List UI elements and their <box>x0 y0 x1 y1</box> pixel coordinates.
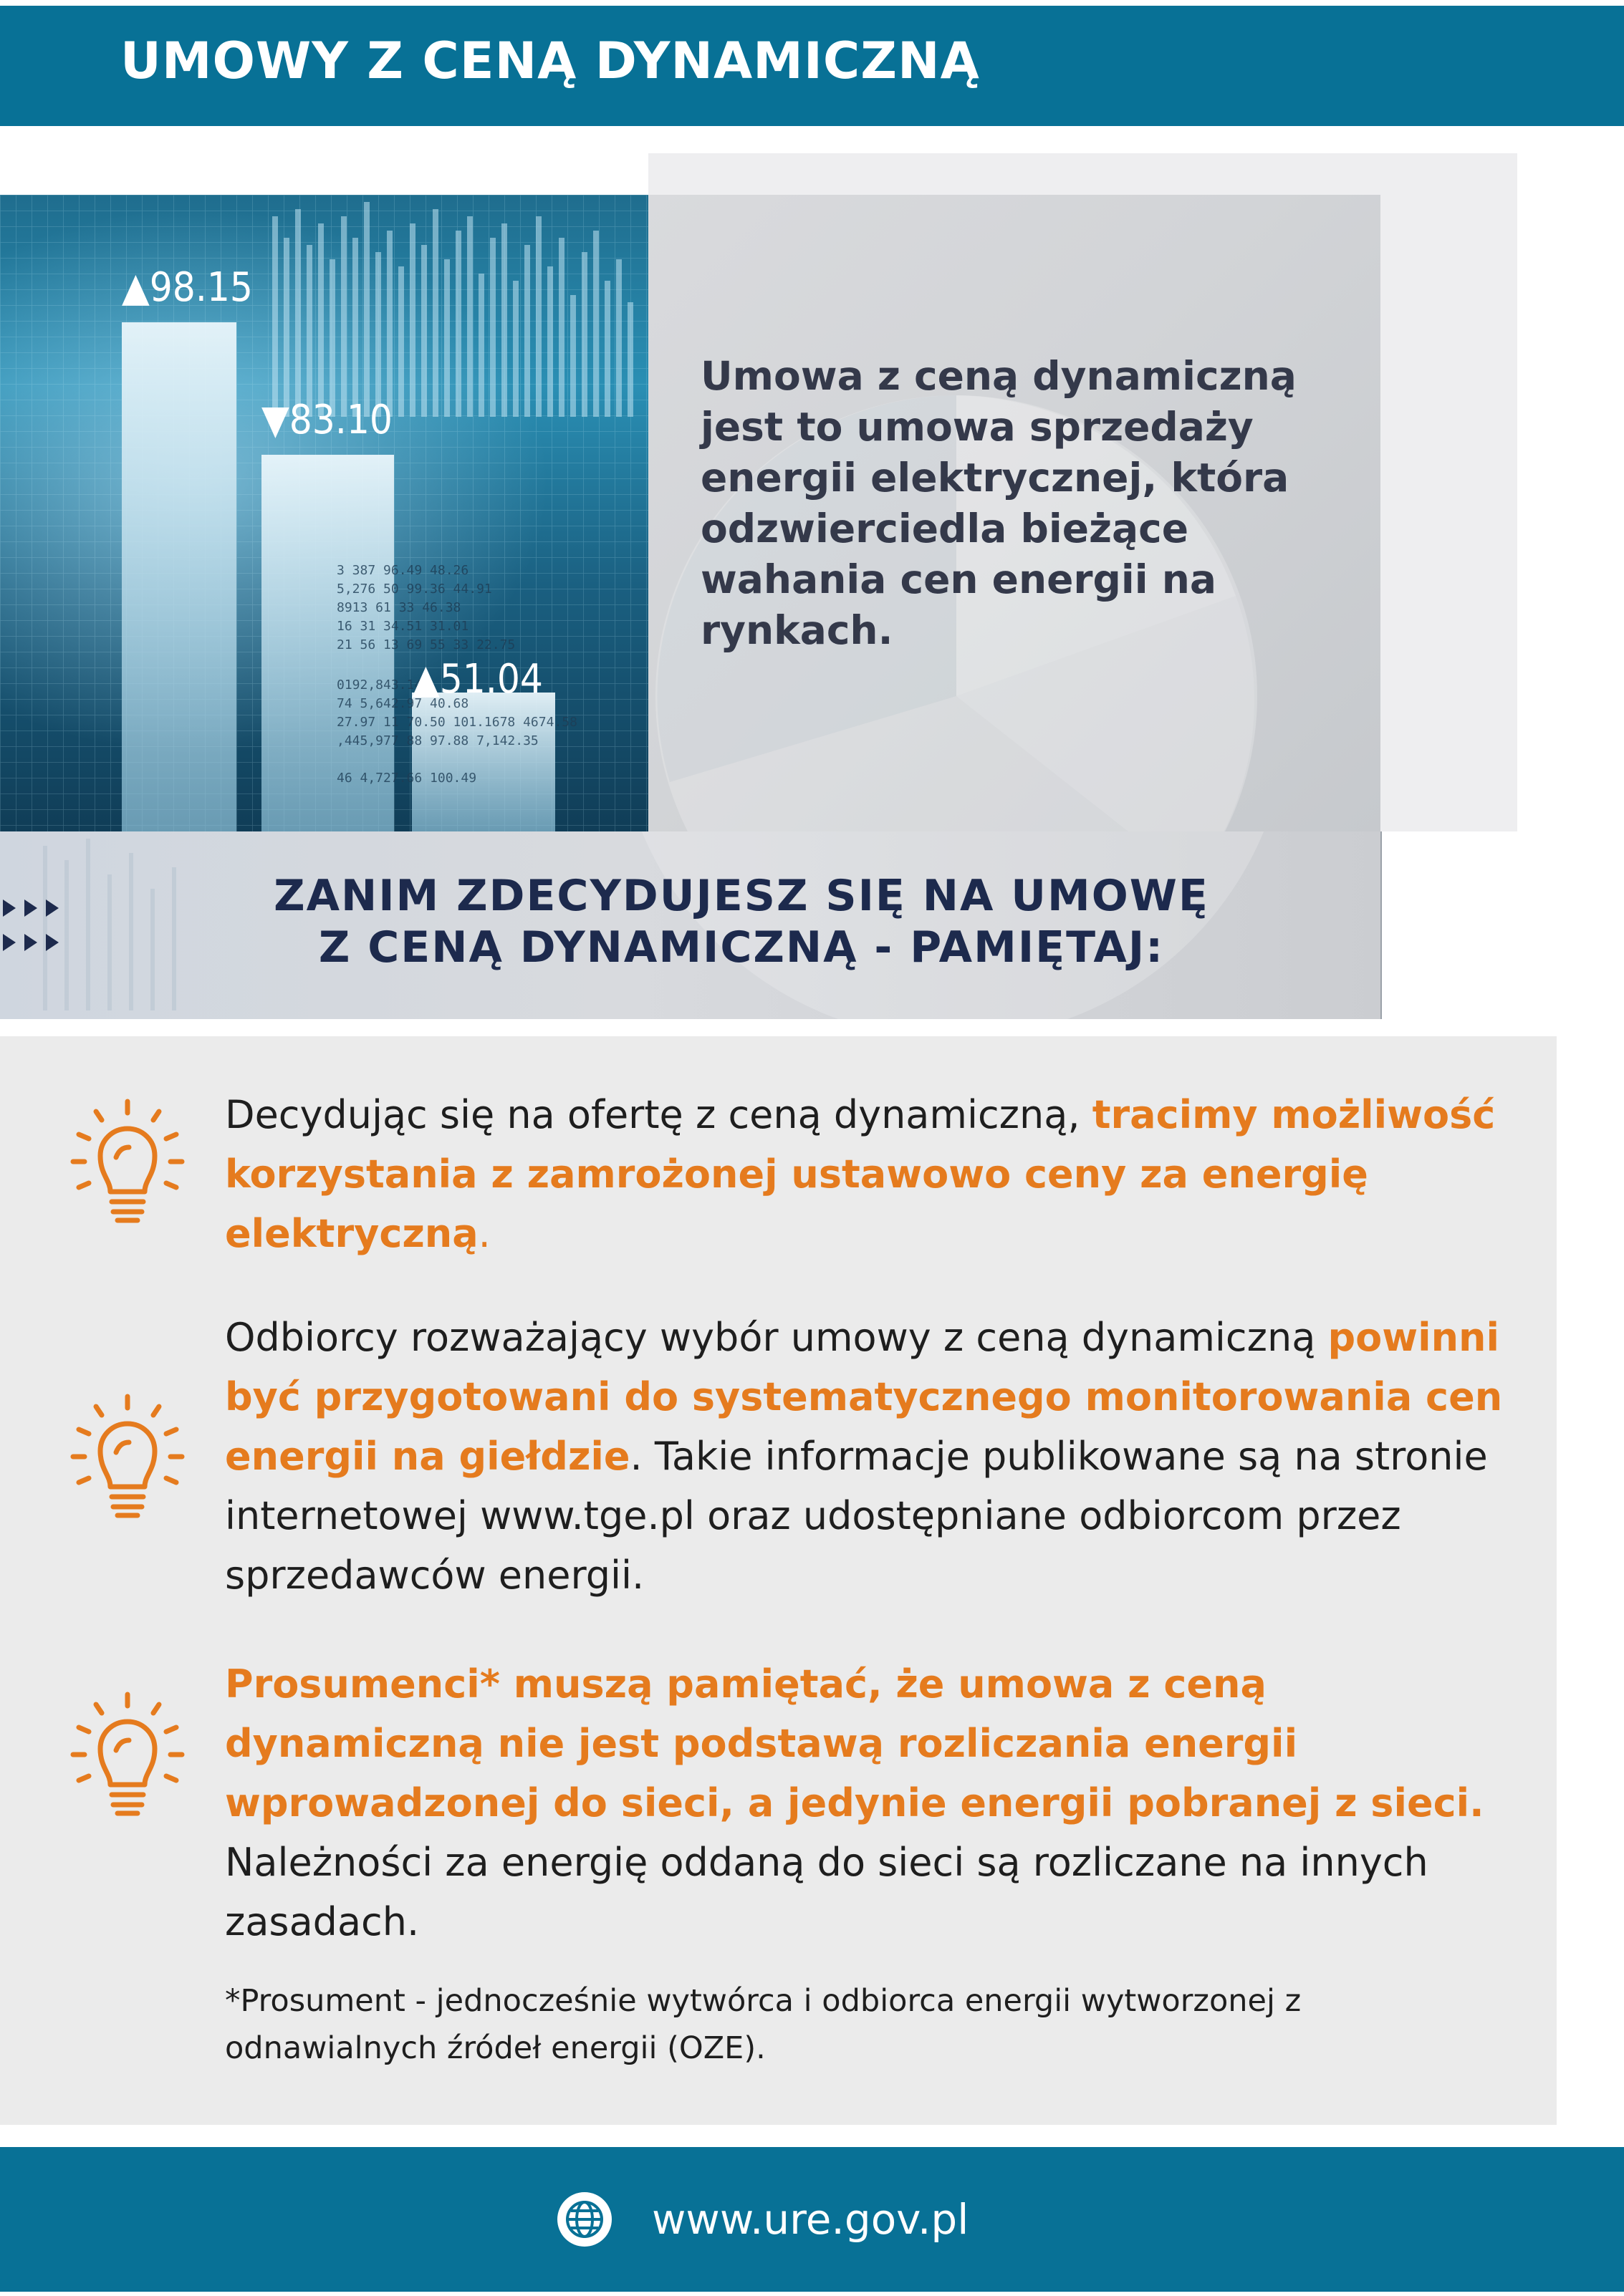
svg-text:3 387 96.49 48.26: 3 387 96.49 48.26 <box>337 563 469 578</box>
website-link[interactable]: www.ure.gov.pl <box>652 2195 969 2244</box>
reminder-point <box>225 1308 1529 1605</box>
stock-market-image <box>0 195 648 831</box>
reminder-point <box>225 1085 1529 1263</box>
chart-label: ▲98.15 <box>122 264 253 311</box>
globe-icon <box>557 2191 612 2247</box>
reminder-point <box>225 1654 1529 1952</box>
svg-text:46 4,727.66 100.49: 46 4,727.66 100.49 <box>337 771 477 786</box>
svg-text:16 31 34.51 31.01: 16 31 34.51 31.01 <box>337 619 469 634</box>
point-text: . Takie informacje publikowane są na stronie internetowej www.tge.pl oraz udostępniane odbiorcom przez sprzedawców energii. <box>225 1434 1488 1598</box>
chart-label: ▲51.04 <box>412 656 543 703</box>
point-highlight: Prosumenci* muszą pamiętać, że umowa z ceną dynamiczną nie jest podstawą rozliczania energii wprowadzonej do sieci, a jedynie energii pobranej z sieci. <box>225 1661 1484 1825</box>
point-text: Decydując się na ofertę z ceną dynamiczną, <box>225 1092 1092 1137</box>
chart-label: ▼83.10 <box>261 397 393 443</box>
point-text: Należności za energię oddaną do sieci są rozliczane na innych zasadach. <box>225 1840 1428 1944</box>
footnote: *Prosument - jednocześnie wytwórca i odbiorca energii wytworzonej z odnawialnych źródeł energii (OZE). <box>225 1983 1302 2066</box>
point-highlight: powinni być przygotowani do systematycznego monitorowania cen energii na giełdzie <box>225 1315 1503 1479</box>
banner <box>0 831 1382 1019</box>
banner-title <box>0 870 1382 973</box>
svg-text:74 5,642.97 40.68: 74 5,642.97 40.68 <box>337 696 469 711</box>
svg-text:8913 61 33 46.38: 8913 61 33 46.38 <box>337 600 461 615</box>
point-text: . <box>478 1211 491 1256</box>
intro-text: Umowa z ceną dynamiczną jest to umowa sprzedaży energii elektrycznej, która odzwierciedla bieżące wahania cen energii na rynkach. <box>701 353 1297 653</box>
lightbulb-icon <box>69 1097 186 1226</box>
banner-line-1: ZANIM ZDECYDUJESZ SIĘ NA UMOWĘ <box>274 871 1209 921</box>
svg-text:27.97 11 70.50 101.1678 4674.5: 27.97 11 70.50 101.1678 4674.58 <box>337 715 577 730</box>
stock-chart-illustration <box>0 195 648 831</box>
triple-arrow-icon <box>0 897 72 957</box>
point-highlight: tracimy możliwość korzystania z zamrożonej ustawowo ceny za energię elektryczną <box>225 1092 1496 1256</box>
page-title: UMOWY Z CENĄ DYNAMICZNĄ <box>120 32 980 90</box>
point-text: Odbiorcy rozważający wybór umowy z ceną dynamiczną <box>225 1315 1328 1360</box>
footer-bar <box>0 2147 1624 2292</box>
lightbulb-icon <box>69 1690 186 1819</box>
svg-text:5,276 50 99.36 44.91: 5,276 50 99.36 44.91 <box>337 582 492 597</box>
banner-line-2: Z CENĄ DYNAMICZNĄ - PAMIĘTAJ: <box>318 922 1165 973</box>
svg-text:,445,977 88 97.88 7,142.35: ,445,977 88 97.88 7,142.35 <box>337 733 539 748</box>
lightbulb-icon <box>69 1392 186 1521</box>
svg-text:21 56 13 69 55 33 22.75: 21 56 13 69 55 33 22.75 <box>337 637 516 652</box>
header-bar <box>0 6 1624 126</box>
svg-text:0192,843.14: 0192,843.14 <box>337 677 423 693</box>
